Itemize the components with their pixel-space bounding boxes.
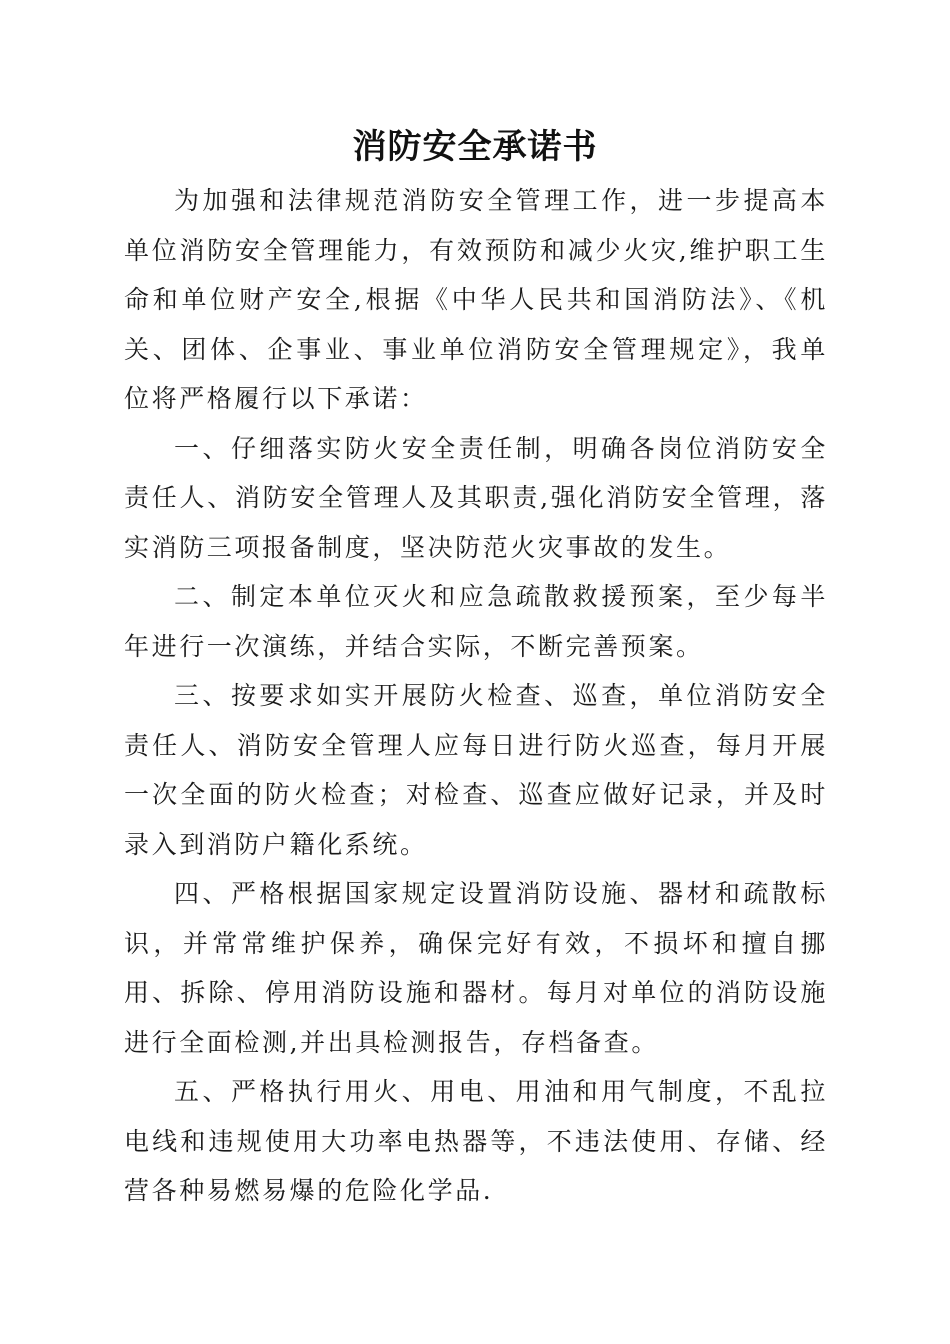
paragraph-intro: 为加强和法律规范消防安全管理工作，进一步提高本单位消防安全管理能力，有效预防和减少火灾,维护职工生命和单位财产安全,根据《中华人民共和国消防法》、《机关、团体、企事业、事业单位消防安全管理规定》，我单位将严格履行以下承诺： — [124, 186, 828, 413]
paragraph-item-4: 四、严格根据国家规定设置消防设施、器材和疏散标识，并常常维护保养，确保完好有效，不损坏和擅自挪用、拆除、停用消防设施和器材。每月对单位的消防设施进行全面检测,并出具检测报告，存档备查。 — [124, 879, 828, 1057]
paragraph-item-2: 二、制定本单位灭火和应急疏散救援预案，至少每半年进行一次演练，并结合实际，不断完善预案。 — [124, 582, 828, 661]
document-body — [124, 176, 828, 1216]
paragraph-item-3: 三、按要求如实开展防火检查、巡查，单位消防安全责任人、消防安全管理人应每日进行防火巡查，每月开展一次全面的防火检查；对检查、巡查应做好记录，并及时录入到消防户籍化系统。 — [124, 681, 828, 859]
paragraph-item-1: 一、仔细落实防火安全责任制，明确各岗位消防安全责任人、消防安全管理人及其职责,强化消防安全管理，落实消防三项报备制度，坚决防范火灾事故的发生。 — [124, 433, 828, 562]
document-title: 消防安全承诺书 — [352, 127, 598, 167]
paragraph-item-5: 五、严格执行用火、用电、用油和用气制度，不乱拉电线和违规使用大功率电热器等，不违法使用、存储、经营各种易燃易爆的危险化学品. — [124, 1077, 828, 1205]
